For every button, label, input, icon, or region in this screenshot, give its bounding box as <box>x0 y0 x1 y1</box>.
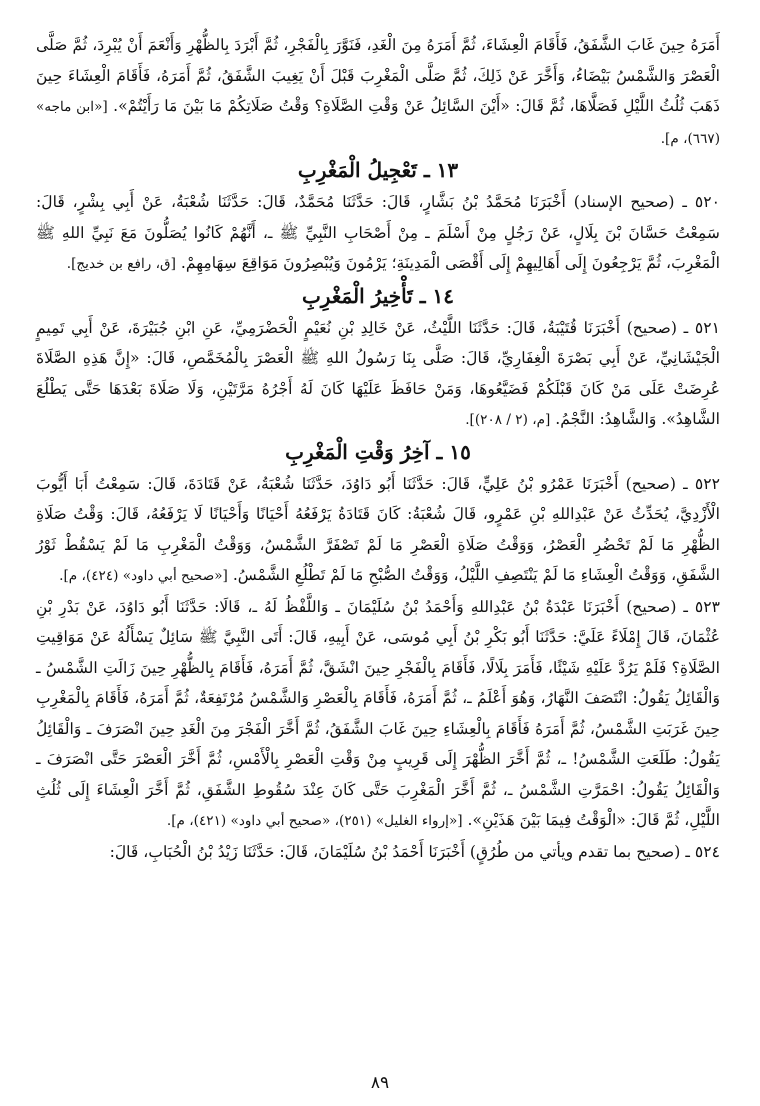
hadith-paragraph <box>36 187 720 280</box>
hadith-number: ٥٢٠ ـ (صحيح الإسناد) <box>573 193 720 211</box>
hadith-paragraph <box>36 837 720 868</box>
hadith-paragraph <box>36 30 720 154</box>
hadith-text: أَخْبَرَنَا عَبْدَةُ بْنُ عَبْدِاللهِ وَأَحْمَدُ بْنُ سُلَيْمَانَ ـ وَاللَّفْظُ لَهُ ـ، قَالَا: حَدَّثَنَا أَبُو دَاوُدَ، عَنْ بَدْرِ بْنِ عُثْمَانَ، قَالَ إِمْلَاءً عَلَيَّ: حَدَّثَنَا أَبُو بَكْرِ بْنُ أَبِي مُوسَى، عَنْ أَبِيهِ، قَالَ: أَتَى النَّبِيَّ ﷺ سَائِلٌ يَسْأَلُهُ عَنْ مَوَاقِيتِ الصَّلَاةِ؟ فَلَمْ يَرُدَّ عَلَيْهِ شَيْئًا، فَأَمَرَ بِلَالًا، فَأَقَامَ بِالْفَجْرِ حِينَ انْشَقَّ، ثُمَّ أَمَرَهُ، فَأَقَامَ بِالظُّهْرِ حِينَ زَالَتِ الشَّمْسُ ـ وَالْقَائِلُ يَقُولُ: انْتَصَفَ النَّهَارُ، وَهُوَ أَعْلَمُ ـ، ثُمَّ أَمَرَهُ، فَأَقَامَ بِالْعَصْرِ وَالشَّمْسُ مُرْتَفِعَةٌ، ثُمَّ أَمَرَهُ، فَأَقَامَ بِالْمَغْرِبِ حِينَ غَرَبَتِ الشَّمْسُ، ثُمَّ أَمَرَهُ فَأَقَامَ بِالْعِشَاءِ حِينَ غَابَ الشَّفَقُ، ثُمَّ أَخَّرَ الْفَجْرَ مِنَ الْغَدِ حِينَ انْصَرَفَ ـ وَالْقَائِلُ يَقُولُ: طَلَعَتِ الشَّمْسُ! ـ، ثُمَّ أَخَّرَ الظُّهْرَ إِلَى قَرِيبٍ مِنْ وَقْتِ الْعَصْرِ بِالْأَمْسِ، ثُمَّ أَخَّرَ الْعَصْرَ حَتَّى انْصَرَفَ ـ وَالْقَائِلُ يَقُولُ: احْمَرَّتِ الشَّمْسُ ـ، ثُمَّ أَخَّرَ الْمَغْرِبَ حَتَّى كَانَ عِنْدَ سُقُوطِ الشَّفَقِ، ثُمَّ أَخَّرَ الْعِشَاءَ إِلَى ثُلُثِ اللَّيْلِ، ثُمَّ قَالَ: «الْوَقْتُ فِيمَا بَيْنَ هَذَيْنِ». <box>36 597 720 829</box>
hadith-number: ٥٢١ ـ (صحيح) <box>626 318 720 337</box>
page-body <box>36 30 720 867</box>
section-heading: ١٥ ـ آخِرُ وَقْتِ الْمَغْرِبِ <box>285 439 471 464</box>
source-reference: [«ابن ماجه» (٦٦٧)، م]. <box>36 99 720 147</box>
hadith-text: أَخْبَرَنَا قُتَيْبَةُ، قَالَ: حَدَّثَنَا اللَّيْثُ، عَنْ خَالِدِ بْنِ نُعَيْمٍ الْحَضْرَمِيِّ، عَنِ ابْنِ جُبَيْرَةَ، عَنْ أَبِي تَمِيمٍ الْجَيْشَانِيِّ، عَنْ أَبِي بَصْرَةَ الْغِفَارِيِّ، قَالَ: صَلَّى بِنَا رَسُولُ اللهِ ﷺ الْعَصْرَ بِالْمُخَمَّصِ، قَالَ: «إِنَّ هَذِهِ الصَّلَاةَ عُرِضَتْ عَلَى مَنْ كَانَ قَبْلَكُمْ فَضَيَّعُوهَا، وَمَنْ حَافَظَ عَلَيْهَا كَانَ لَهُ أَجْرُهُ مَرَّتَيْنِ، وَلَا صَلَاةَ بَعْدَهَا حَتَّى يَطْلُعَ الشَّاهِدُ». وَالشَّاهِدُ: النَّجْمُ. <box>36 318 720 428</box>
hadith-paragraph <box>36 313 720 436</box>
page-number: ٨٩ <box>370 1073 390 1093</box>
source-reference: [ق، رافع بن خديج]. <box>66 256 176 272</box>
section-heading: ١٣ ـ تَعْجِيلُ الْمَغْرِبِ <box>297 158 459 182</box>
hadith-paragraph <box>36 469 720 592</box>
hadith-text: أَمَرَهُ حِينَ غَابَ الشَّفَقُ، فَأَقَامَ الْعِشَاءَ، ثُمَّ أَمَرَهُ مِنَ الْغَدِ، فَنَوَّرَ بِالْفَجْرِ، ثُمَّ أَبْرَدَ بِالظُّهْرِ وَأَنْعَمَ أَنْ يُبْرِدَ، ثُمَّ صَلَّى الْعَصْرَ وَالشَّمْسُ بَيْضَاءُ، وَأَخَّرَ عَنْ ذَلِكَ، ثُمَّ صَلَّى الْمَغْرِبَ قَبْلَ أَنْ يَغِيبَ الشَّفَقُ، ثُمَّ أَمَرَهُ، فَأَقَامَ الْعِشَاءَ حِينَ ذَهَبَ ثُلُثُ اللَّيْلِ فَصَلَّاهَا، ثُمَّ قَالَ: «أَيْنَ السَّائِلُ عَنْ وَقْتِ الصَّلَاةِ؟ وَقْتُ صَلَاتِكُمْ مَا بَيْنَ مَا رَأَيْتُمْ». <box>36 36 720 115</box>
hadith-number: ٥٢٣ ـ (صحيح) <box>626 597 720 616</box>
hadith-number: ٥٢٢ ـ (صحيح) <box>625 474 720 493</box>
hadith-number: ٥٢٤ ـ (صحيح بما تقدم ويأتي من طُرُقٍ) <box>469 842 720 861</box>
hadith-text: أَخْبَرَنَا مُحَمَّدُ بْنُ بَشَّارٍ، قَالَ: حَدَّثَنَا مُحَمَّدٌ، قَالَ: حَدَّثَنَا شُعْبَةُ، عَنْ أَبِي بِشْرٍ، قَالَ: سَمِعْتُ حَسَّانَ بْنَ بِلَالٍ، عَنْ رَجُلٍ مِنْ أَسْلَمَ ـ مِنْ أَصْحَابِ النَّبِيِّ ﷺ ـ، أَنَّهُمْ كَانُوا يُصَلُّونَ مَعَ نَبِيِّ اللهِ ﷺ الْمَغْرِبَ، ثُمَّ يَرْجِعُونَ إِلَى أَهَالِيهِمْ إِلَى أَقْصَى الْمَدِينَةِ؛ يَرْمُونَ وَيُبْصِرُونَ مَوَاقِعَ سِهَامِهِمْ. <box>36 193 720 272</box>
source-reference: [م، (٢ / ٢٠٨)]. <box>465 412 551 428</box>
section-heading: ١٤ ـ تَأْخِيرُ الْمَغْرِبِ <box>301 283 455 308</box>
hadith-text: أَخْبَرَنَا عَمْرُو بْنُ عَلِيٍّ، قَالَ: حَدَّثَنَا أَبُو دَاوُدَ، حَدَّثَنَا شُعْبَةُ، عَنْ قَتَادَةَ، قَالَ: سَمِعْتُ أَبَا أَيُّوبَ الْأَزْدِيَّ، يُحَدِّثُ عَنْ عَبْدِاللهِ بْنِ عَمْرٍو، قَالَ شُعْبَةُ: كَانَ قَتَادَةُ يَرْفَعُهُ أَحْيَانًا وَأَحْيَانًا لَا يَرْفَعُهُ، قَالَ: وَقْتُ صَلَاةِ الظُّهْرِ مَا لَمْ تَحْضُرِ الْعَصْرُ، وَوَقْتُ صَلَاةِ الْعَصْرِ مَا لَمْ تَصْفَرَّ الشَّمْسُ، وَوَقْتُ الْمَغْرِبِ مَا لَمْ يَسْقُطْ ثَوْرُ الشَّفَقِ، وَوَقْتُ الْعِشَاءِ مَا لَمْ يَنْتَصِفِ اللَّيْلُ، وَوَقْتُ الصُّبْحِ مَا لَمْ تَطْلُعِ الشَّمْسُ. <box>36 474 720 584</box>
source-reference: [«صحيح أبي داود» (٤٢٤)، م]. <box>59 568 228 584</box>
hadith-paragraph <box>36 592 720 837</box>
hadith-text: أَخْبَرَنَا أَحْمَدُ بْنُ سُلَيْمَانَ، قَالَ: حَدَّثَنَا زَيْدُ بْنُ الْحُبَابِ، قَالَ: <box>109 842 465 861</box>
source-reference: [«إرواء الغليل» (٢٥١)، «صحيح أبي داود» (٤٢١)، م]. <box>166 813 463 829</box>
